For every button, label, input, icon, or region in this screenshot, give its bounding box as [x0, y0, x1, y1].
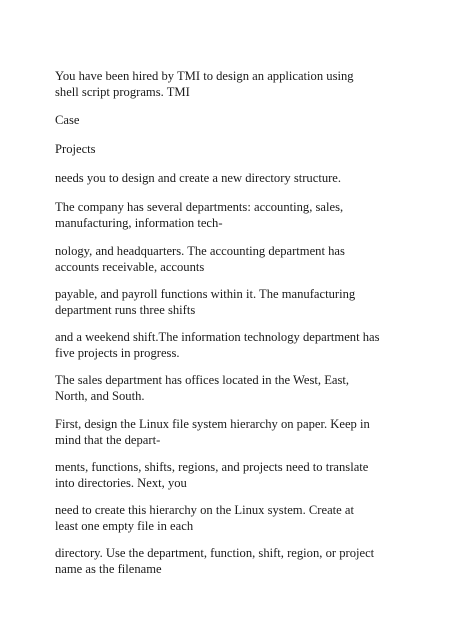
paragraph-projects — [55, 141, 415, 157]
text-line: North, and South. — [55, 389, 145, 403]
text-line: and a weekend shift.The information technology department has — [55, 330, 380, 344]
paragraph-design — [55, 416, 415, 448]
text-line: payable, and payroll functions within it. The manufacturing — [55, 287, 356, 301]
text-line: Case — [55, 113, 80, 127]
paragraph-create — [55, 502, 415, 534]
text-line: accounts receivable, accounts — [55, 260, 205, 274]
paragraph-translate — [55, 459, 415, 491]
paragraph-departments — [55, 199, 415, 231]
paragraph-filename — [55, 545, 415, 577]
paragraph-accounting — [55, 243, 415, 275]
text-line: The sales department has offices located in the West, East, — [55, 373, 350, 387]
paragraph-sales — [55, 372, 415, 404]
paragraph-case — [55, 112, 415, 128]
text-line: need to create this hierarchy on the Linux system. Create at — [55, 503, 354, 517]
text-line: name as the filename — [55, 562, 162, 576]
text-line: ments, functions, shifts, regions, and projects need to translate — [55, 460, 369, 474]
text-line: shell script programs. TMI — [55, 85, 190, 99]
text-line: First, design the Linux file system hierarchy on paper. Keep in — [55, 417, 370, 431]
paragraph-directory — [55, 170, 415, 186]
paragraph-intro — [55, 68, 415, 100]
paragraph-it — [55, 329, 415, 361]
text-line: The company has several departments: accounting, sales, — [55, 200, 344, 214]
paragraph-manufacturing — [55, 286, 415, 318]
text-line: nology, and headquarters. The accounting department has — [55, 244, 345, 258]
text-line: department runs three shifts — [55, 303, 196, 317]
text-line: Projects — [55, 142, 96, 156]
text-line: five projects in progress. — [55, 346, 180, 360]
text-line: least one empty file in each — [55, 519, 194, 533]
text-line: manufacturing, information tech- — [55, 216, 223, 230]
text-line: needs you to design and create a new directory structure. — [55, 171, 342, 185]
text-line: directory. Use the department, function, shift, region, or project — [55, 546, 375, 560]
text-line: You have been hired by TMI to design an application using — [55, 69, 354, 83]
text-line: into directories. Next, you — [55, 476, 187, 490]
text-line: mind that the depart- — [55, 433, 161, 447]
